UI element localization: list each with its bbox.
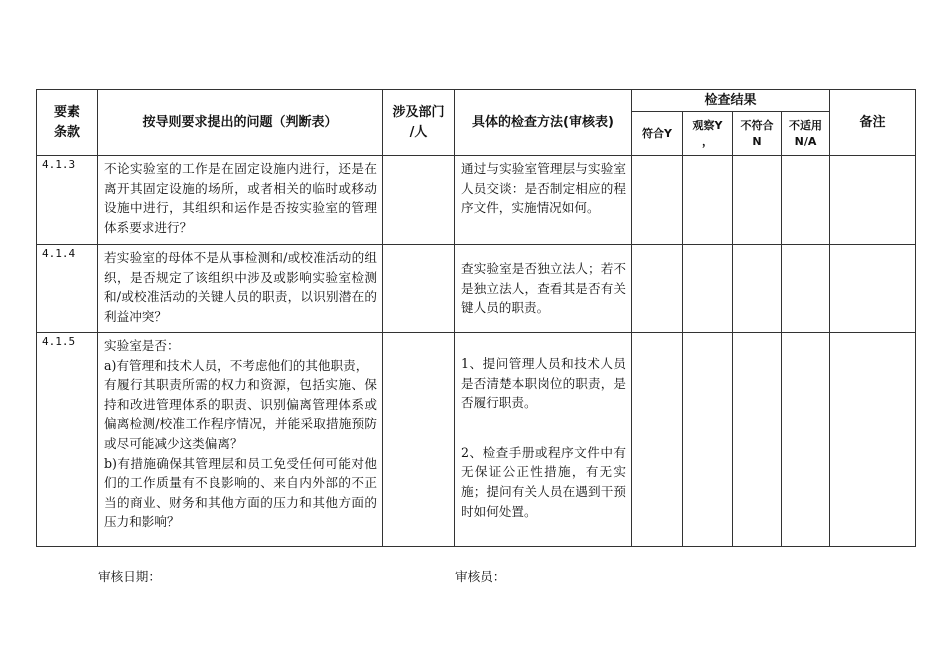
question-header: 按导则要求提出的问题（判断表） xyxy=(98,90,383,156)
clause-header-line1: 要素 xyxy=(53,104,80,120)
dept-header-line1: 涉及部门 xyxy=(392,104,445,120)
dept-header xyxy=(383,90,455,156)
question-cell: 不论实验室的工作是在固定设施内进行，还是在离开其固定设施的场所，或者相关的临时或移动设施中进行，其组织和运作是否按实验室的管理体系要求进行？ xyxy=(98,156,383,245)
conform-header: 符合Y xyxy=(632,112,683,156)
remark-cell xyxy=(830,245,916,333)
spacer xyxy=(461,336,626,354)
na-header-line2: N/A xyxy=(794,134,817,148)
nonconform-header-line1: 不符合 xyxy=(740,118,774,132)
conform-cell xyxy=(632,156,683,245)
observe-header-line1: 观察Y xyxy=(692,118,723,132)
audit-checklist-table xyxy=(36,89,916,547)
na-header xyxy=(782,112,830,156)
observe-cell xyxy=(683,245,733,333)
question-line: a)有管理和技术人员，不考虑他们的其他职责， xyxy=(104,357,369,373)
remark-cell xyxy=(830,156,916,245)
nonconform-cell xyxy=(733,156,782,245)
observe-header-line2: ， xyxy=(702,134,713,148)
observe-cell xyxy=(683,156,733,245)
remark-cell xyxy=(830,333,916,547)
conform-cell xyxy=(632,245,683,333)
clause-header-line2: 条款 xyxy=(53,124,80,140)
na-cell xyxy=(782,156,830,245)
question-line: 有履行其职责所需的权力和资源，包括实施、保持和改进管理体系的职责、识别偏离管理体系或偏离检测/校准工作程序情况，并能采取措施预防或尽可能减少这类偏离？ xyxy=(104,377,377,451)
method-step: 2、检查手册或程序文件中有无保证公正性措施，有无实施；提问有关人员在遇到干预时如何处置。 xyxy=(461,444,626,519)
clause-cell: 4.1.4 xyxy=(37,245,98,333)
nonconform-cell xyxy=(733,245,782,333)
clause-cell: 4.1.3 xyxy=(37,156,98,245)
method-cell: 通过与实验室管理层与实验室人员交谈：是否制定相应的程序文件，实施情况如何。 xyxy=(455,156,632,245)
table-row xyxy=(37,333,916,547)
question-line: 实验室是否： xyxy=(104,338,180,353)
dept-cell xyxy=(383,245,455,333)
dept-cell xyxy=(383,156,455,245)
clause-cell: 4.1.5 xyxy=(37,333,98,547)
table-row xyxy=(37,156,916,245)
nonconform-cell xyxy=(733,333,782,547)
spacer xyxy=(461,413,626,443)
method-header: 具体的检查方法(审核表) xyxy=(455,90,632,156)
observe-cell xyxy=(683,333,733,547)
auditor-label: 审核员： xyxy=(455,569,506,584)
dept-cell xyxy=(383,333,455,547)
header-row-top xyxy=(37,90,916,112)
method-cell xyxy=(455,333,632,547)
method-cell: 查实验室是否独立法人；若不是独立法人，查看其是否有关键人员的职责。 xyxy=(455,245,632,333)
table-row xyxy=(37,245,916,333)
dept-header-line2: /人 xyxy=(409,124,428,140)
nonconform-header xyxy=(733,112,782,156)
na-cell xyxy=(782,245,830,333)
na-cell xyxy=(782,333,830,547)
result-header: 检查结果 xyxy=(632,90,830,112)
conform-cell xyxy=(632,333,683,547)
method-step: 1、提问管理人员和技术人员是否清楚本职岗位的职责，是否履行职责。 xyxy=(461,356,626,411)
question-cell: 若实验室的母体不是从事检测和/或校准活动的组织，是否规定了该组织中涉及或影响实验室检测和/或校准活动的关键人员的职责，以识别潜在的利益冲突？ xyxy=(98,245,383,333)
audit-date-label: 审核日期： xyxy=(98,569,161,584)
question-cell xyxy=(98,333,383,547)
remark-header: 备注 xyxy=(830,90,916,156)
observe-header xyxy=(683,112,733,156)
question-line: b)有措施确保其管理层和员工免受任何可能对他们的工作质量有不良影响的、来自内外部的不正当的商业、财务和其他方面的压力和其他方面的压力和影响？ xyxy=(104,455,377,530)
nonconform-header-line2: N xyxy=(752,134,762,148)
na-header-line1: 不适用 xyxy=(789,118,822,132)
clause-header xyxy=(37,90,98,156)
